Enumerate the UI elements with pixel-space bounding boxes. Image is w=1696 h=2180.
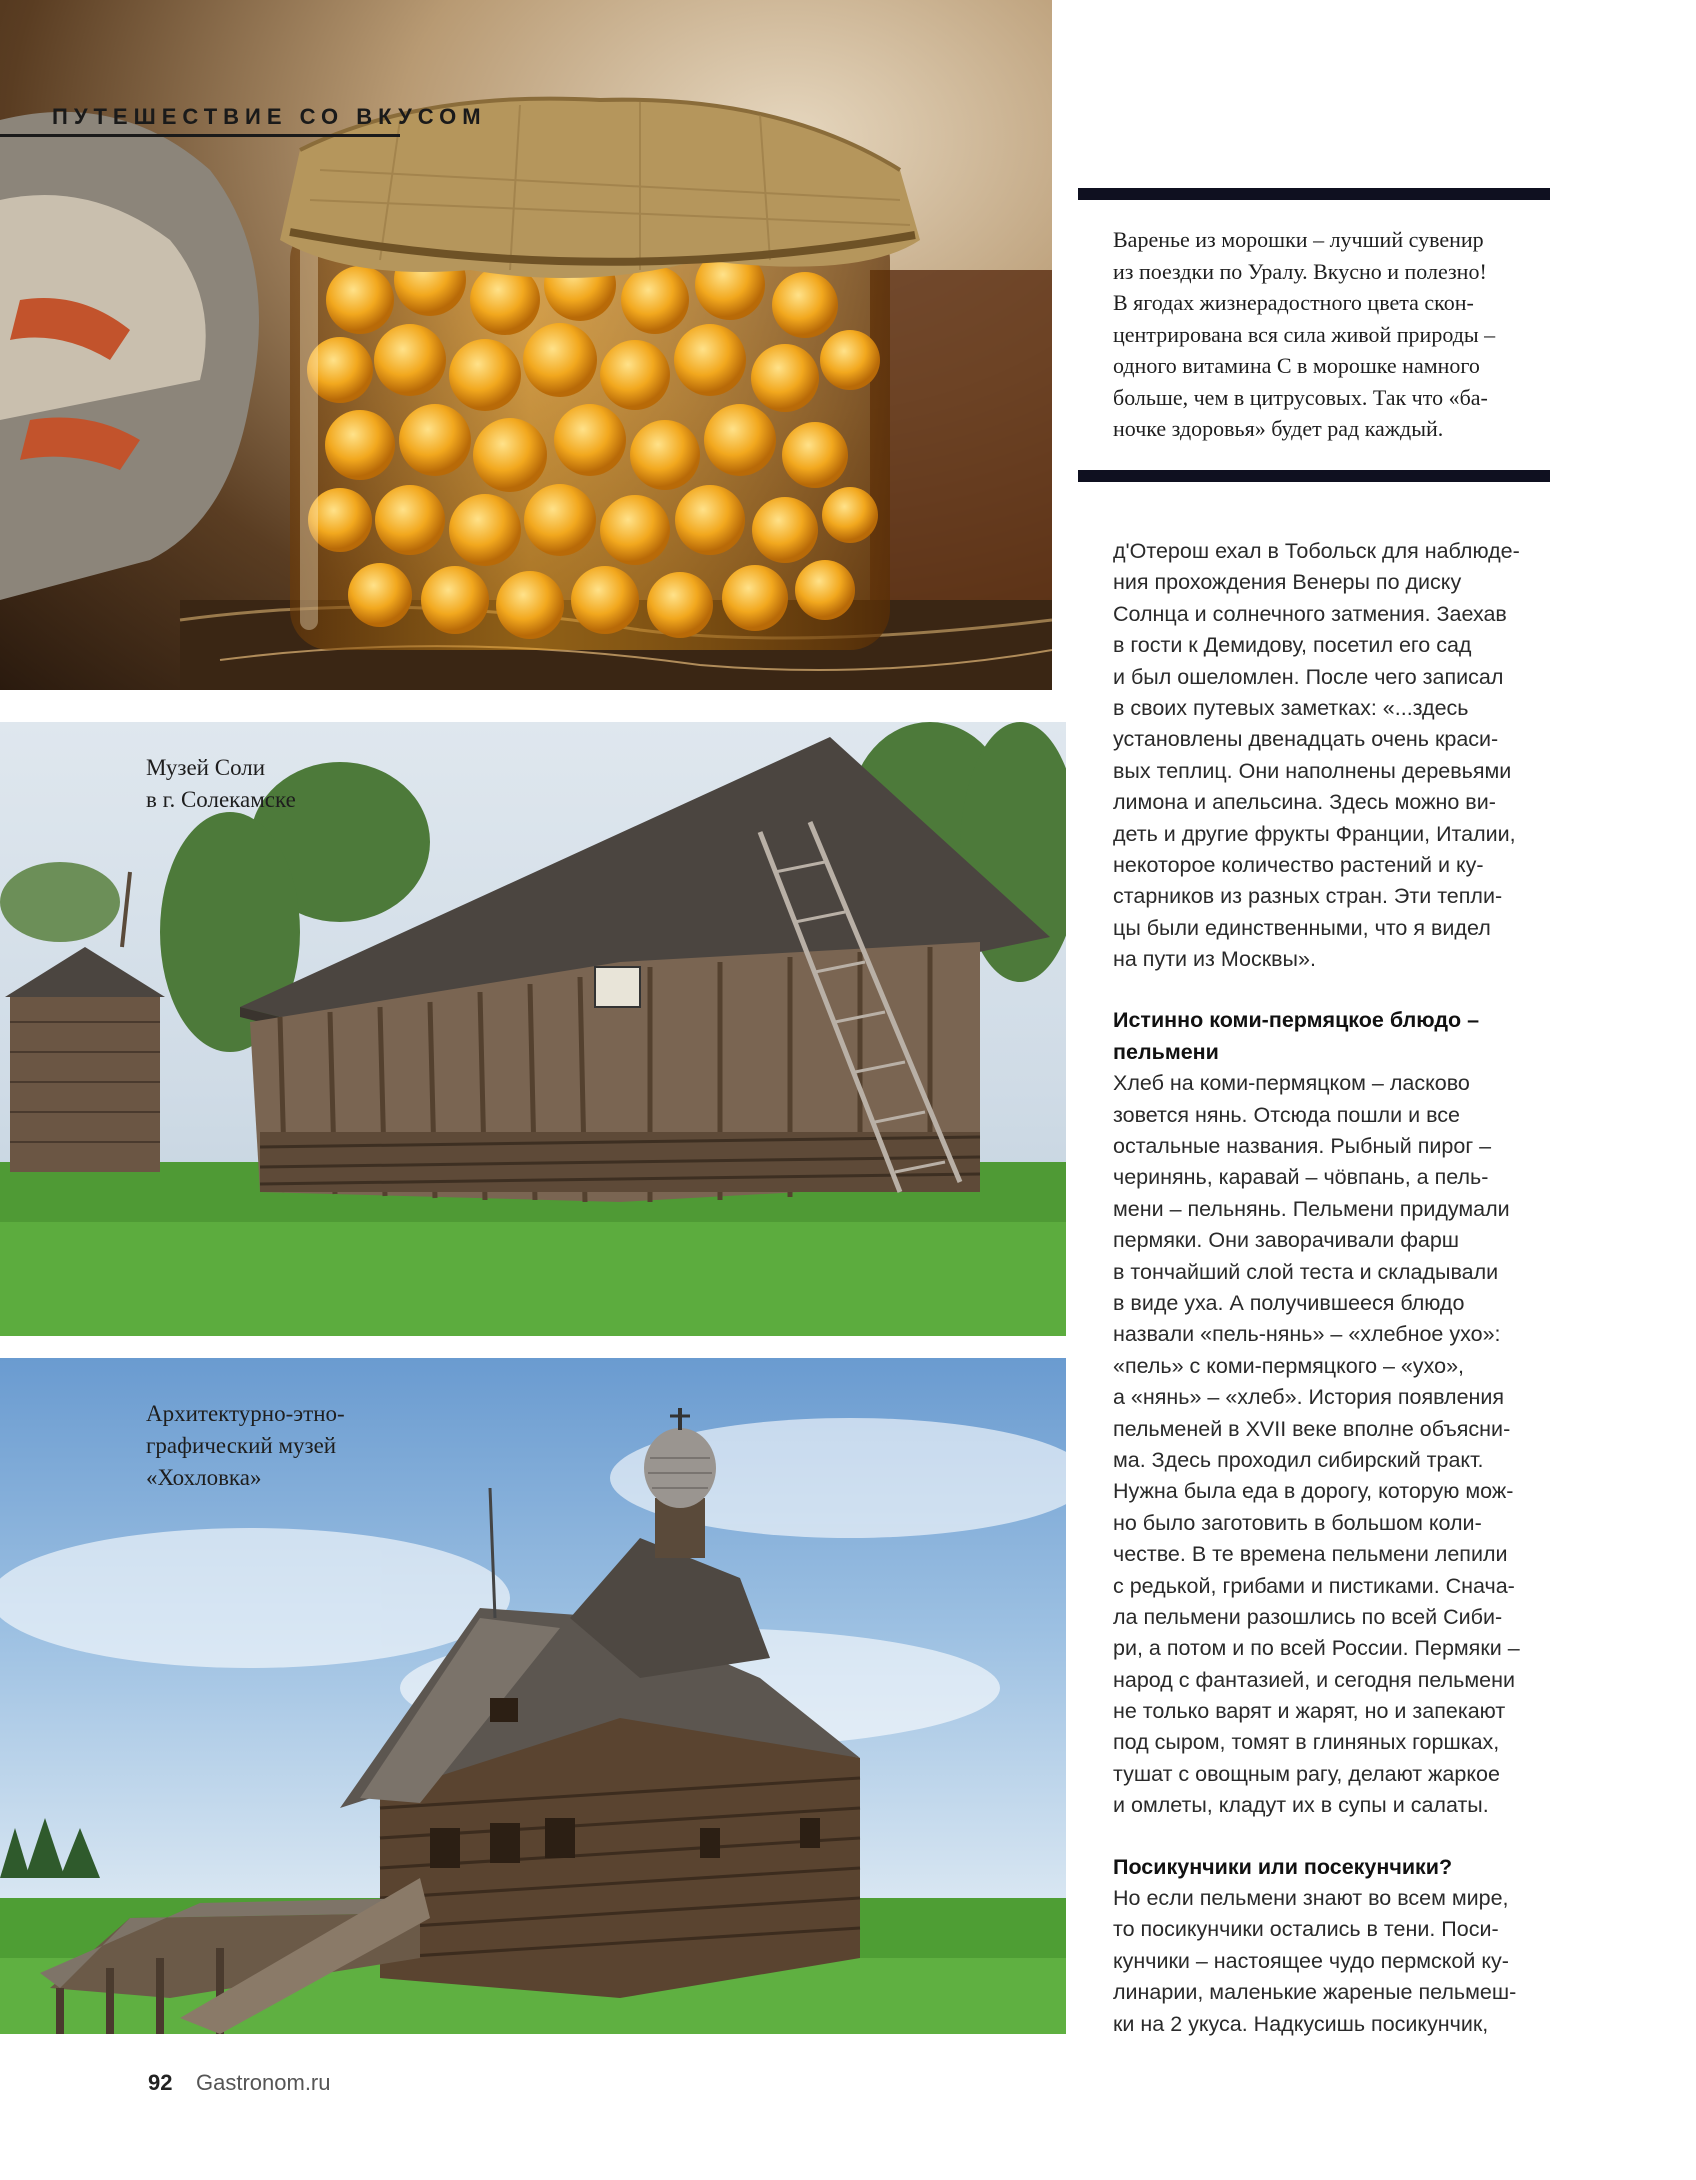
text-line: пельменей в XVII веке вполне объясни-	[1113, 1416, 1511, 1441]
text-line: ки на 2 укуса. Надкусишь посикунчик,	[1113, 2011, 1489, 2036]
sidebar-line: Варенье из морошки – лучший сувенир	[1113, 227, 1484, 252]
church-caption-line-3: «Хохловка»	[146, 1465, 262, 1490]
text-line: черинянь, каравай – чӧвпань, а пель-	[1113, 1165, 1489, 1190]
photo-khokhlovka-church	[0, 1358, 1066, 2034]
church-caption-line-2: графический музей	[146, 1433, 337, 1458]
text-line: зовется нянь. Отсюда пошли и все	[1113, 1102, 1460, 1127]
section-rule	[0, 134, 400, 137]
paragraph-posikunchiki	[1113, 1883, 1553, 2040]
text-line: честве. В те времена пельмени лепили	[1113, 1542, 1508, 1567]
text-line: под сыром, томят в глиняных горшках,	[1113, 1730, 1500, 1755]
heading-line: Посикунчики или посекунчики?	[1113, 1854, 1453, 1879]
sidebar-line: из поездки по Уралу. Вкусно и полезно!	[1113, 258, 1487, 284]
text-line: остальные названия. Рыбный пирог –	[1113, 1134, 1492, 1159]
text-line: Солнца и солнечного затмения. Заехав	[1113, 601, 1507, 626]
heading-posikunchiki	[1113, 1852, 1553, 1883]
page-number: 92	[148, 2070, 173, 2095]
article-body	[1113, 536, 1553, 2040]
text-line: назвали «пель-нянь» – «хлебное ухо»:	[1113, 1322, 1501, 1347]
cloudberry-sidebar	[1113, 224, 1533, 445]
heading-line: Истинно коми-пермяцкое блюдо –	[1113, 1008, 1480, 1033]
photo-salt-museum	[0, 722, 1066, 1336]
sidebar-top-bar	[1078, 188, 1550, 200]
sidebar-line: центрирована вся сила живой природы –	[1113, 321, 1496, 347]
text-line: цы были единственными, что я видел	[1113, 915, 1491, 940]
sidebar-line: больше, чем в цитрусовых. Так что «ба-	[1113, 384, 1488, 410]
text-line: и был ошеломлен. После чего записал	[1113, 664, 1504, 689]
text-line: не только варят и жарят, но и запекают	[1113, 1699, 1506, 1724]
text-line: то посикунчики остались в тени. Поси-	[1113, 1917, 1499, 1942]
church-caption-line-1: Архитектурно-этно-	[146, 1401, 345, 1426]
text-line: ри, а потом и по всей России. Пермяки –	[1113, 1636, 1520, 1661]
heading-pelmeni	[1113, 1005, 1553, 1068]
text-line: лимона и апельсина. Здесь можно ви-	[1113, 790, 1496, 815]
text-line: Хлеб на коми-пермяцком – ласково	[1113, 1071, 1470, 1096]
sidebar-line: В ягодах жизнерадостного цвета скон-	[1113, 290, 1474, 315]
sidebar-line: одного витамина С в морошке намного	[1113, 353, 1480, 378]
text-line: ния прохождения Венеры по диску	[1113, 570, 1462, 595]
text-line: некоторое количество растений и ку-	[1113, 852, 1484, 877]
text-line: в своих путевых заметках: «...здесь	[1113, 695, 1469, 720]
text-line: ла пельмени разошлись по всей Сиби-	[1113, 1604, 1503, 1629]
text-line: народ с фантазией, и сегодня пельмени	[1113, 1667, 1515, 1692]
salt-museum-caption	[146, 752, 296, 816]
text-line: с редькой, грибами и пистиками. Снача-	[1113, 1573, 1515, 1598]
text-line: линарии, маленькие жареные пельмеш-	[1113, 1980, 1517, 2005]
text-line: деть и другие фрукты Франции, Италии,	[1113, 821, 1516, 846]
text-line: кунчики – настоящее чудо пермской ку-	[1113, 1948, 1509, 1973]
text-line: в тончайший слой теста и складывали	[1113, 1259, 1499, 1284]
salt-caption-line-1: Музей Соли	[146, 755, 266, 780]
text-line: «пель» с коми-пермяцкого – «ухо»,	[1113, 1353, 1465, 1378]
salt-caption-line-2: в г. Солекамске	[146, 787, 296, 812]
text-line: но было заготовить в большом коли-	[1113, 1510, 1482, 1535]
text-line: д'Отерош ехал в Тобольск для наблюде-	[1113, 539, 1520, 563]
paragraph-demidov-garden	[1113, 536, 1553, 975]
text-line: и омлеты, кладут их в супы и салаты.	[1113, 1793, 1489, 1818]
text-line: Нужна была еда в дорогу, которую мож-	[1113, 1479, 1514, 1504]
paragraph-pelmeni	[1113, 1068, 1553, 1821]
text-line: ма. Здесь проходил сибирский тракт.	[1113, 1447, 1484, 1472]
sidebar-bottom-bar	[1078, 470, 1550, 482]
section-label: ПУТЕШЕСТВИЕ СО ВКУСОМ	[52, 104, 487, 129]
text-line: вых теплиц. Они наполнены деревьями	[1113, 758, 1512, 783]
text-line: мени – пельнянь. Пельмени придумали	[1113, 1196, 1510, 1221]
text-line: Но если пельмени знают во всем мире,	[1113, 1886, 1509, 1911]
text-line: а «нянь» – «хлеб». История появления	[1113, 1385, 1505, 1410]
text-line: пермяки. Они заворачивали фарш	[1113, 1228, 1460, 1253]
footer-site-name: Gastronom.ru	[196, 2070, 331, 2095]
text-line: установлены двенадцать очень краси-	[1113, 727, 1499, 752]
church-caption	[146, 1398, 345, 1494]
text-line: тушат с овощным рагу, делают жаркое	[1113, 1761, 1500, 1786]
text-line: старников из разных стран. Эти тепли-	[1113, 884, 1503, 909]
text-line: в гости к Демидову, посетил его сад	[1113, 633, 1472, 658]
sidebar-line: ночке здоровья» будет рад каждый.	[1113, 416, 1444, 441]
text-line: в виде уха. А получившееся блюдо	[1113, 1290, 1465, 1315]
heading-line: пельмени	[1113, 1039, 1219, 1064]
text-line: на пути из Москвы».	[1113, 947, 1316, 972]
